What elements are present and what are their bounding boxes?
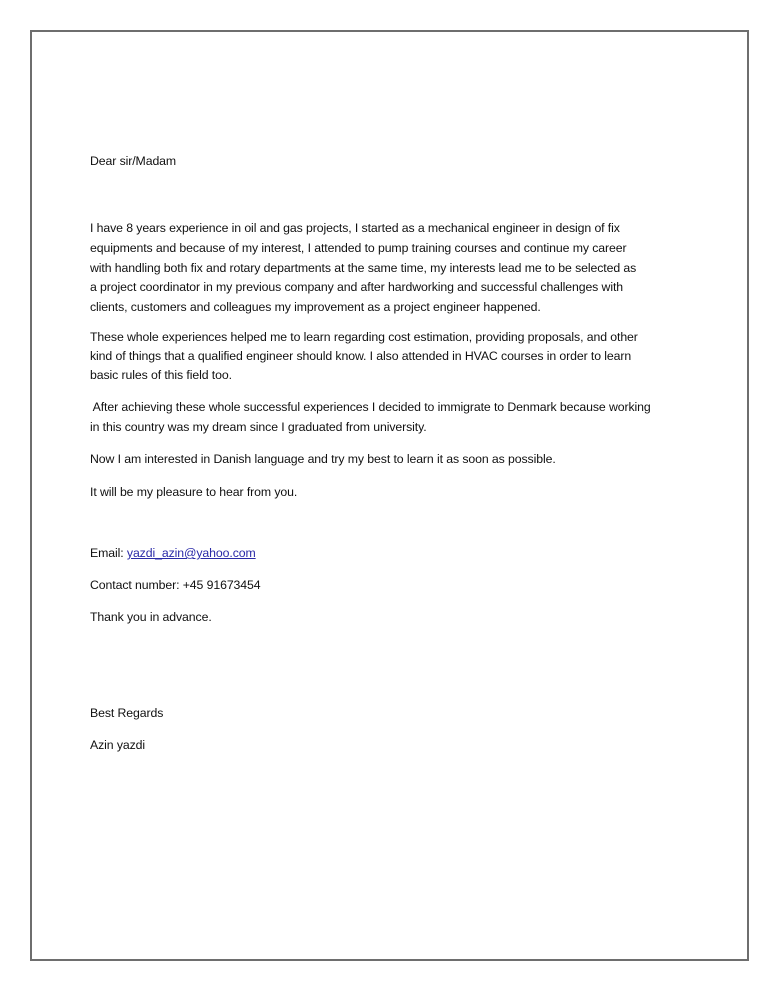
greeting: Dear sir/Madam [90,154,177,168]
paragraph-1-line-5: clients, customers and colleagues my improvement as a project engineer happened. [90,300,541,314]
paragraph-2-line-1: These whole experiences helped me to learn regarding cost estimation, providing proposals, and other [90,330,638,344]
email-label: Email: [90,546,127,560]
paragraph-2-line-3: basic rules of this field too. [90,368,232,382]
paragraph-5: It will be my pleasure to hear from you. [90,485,298,499]
paragraph-3-line-2: in this country was my dream since I graduated from university. [90,420,427,434]
paragraph-2-line-2: kind of things that a qualified engineer should know. I also attended in HVAC courses in order to learn [90,349,632,363]
email-link[interactable]: yazdi_azin@yahoo.com [126,546,256,560]
paragraph-1-line-1: I have 8 years experience in oil and gas projects, I started as a mechanical engineer in design of fix [90,221,620,235]
closing: Best Regards [90,706,164,720]
paragraph-4: Now I am interested in Danish language and try my best to learn it as soon as possible. [90,452,556,466]
email-line [90,543,256,564]
signature: Azin yazdi [90,738,146,752]
thanks-line: Thank you in advance. [90,610,212,624]
paragraph-3-line-1: After achieving these whole successful experiences I decided to immigrate to Denmark because working [90,400,651,414]
paragraph-1-line-4: a project coordinator in my previous company and after hardworking and successful challenges with [90,280,624,294]
paragraph-1-line-2: equipments and because of my interest, I attended to pump training courses and continue my career [90,241,627,255]
paragraph-1-line-3: with handling both fix and rotary departments at the same time, my interests lead me to be selected as [90,261,637,275]
contact-number: Contact number: +45 91673454 [90,578,261,592]
